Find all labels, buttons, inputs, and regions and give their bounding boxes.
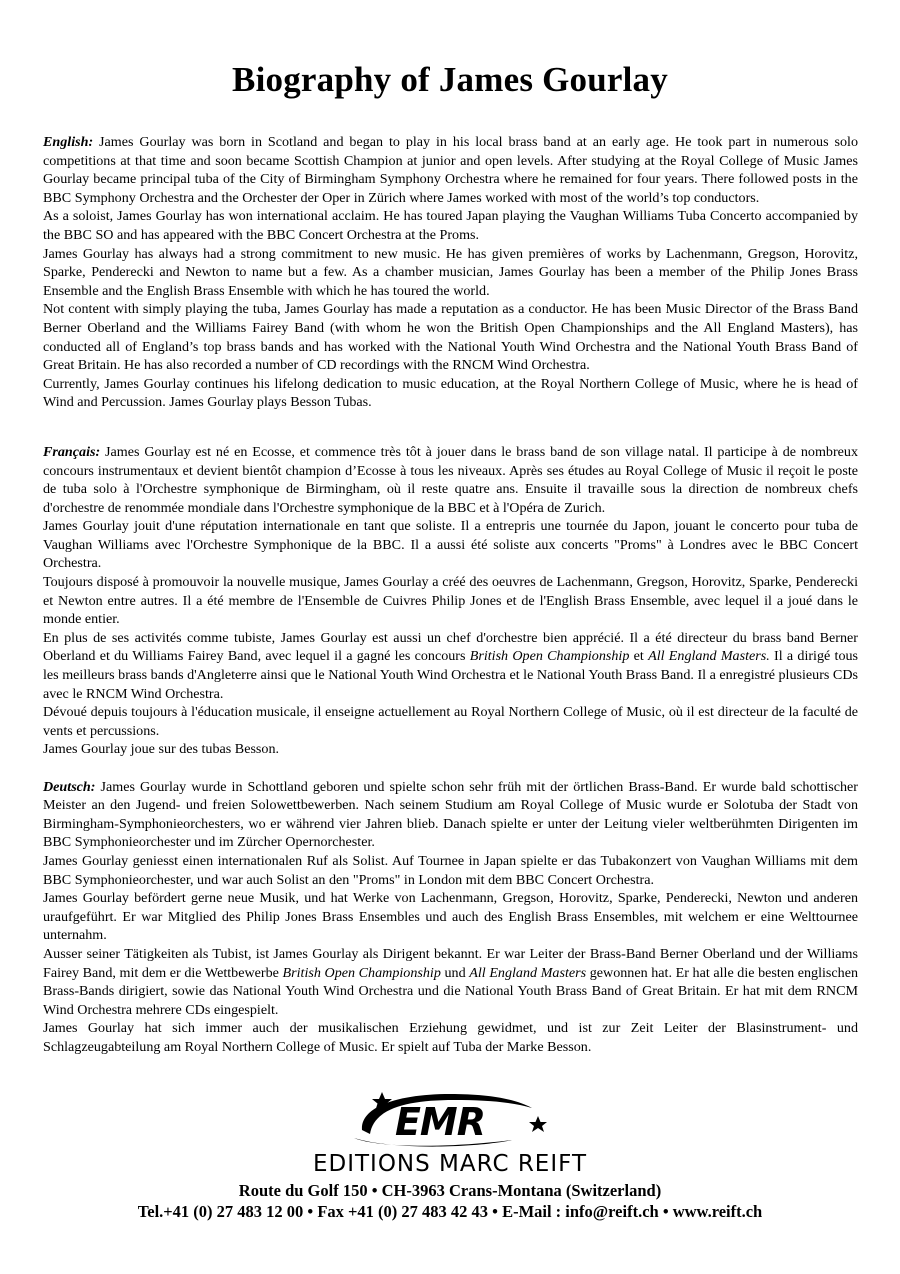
language-label: Français: bbox=[43, 443, 101, 460]
paragraph-text: James Gourlay est né en Ecosse, et commence très tôt à jouer dans le brass band de son village natal. Il participe à de nombreux concours instrumentaux et devient bientôt champion d’Ecosse à tous les niveaux. Après ses études au Royal College of Music il reçoit le poste de tuba solo à l'Orchestre symphonique de Birmingham, où il reste quatre ans. Ensuite il travaille sous la direction de nombreux chefs d'orchestre de renommée mondiale dans l'Orchestre symphonique de la BBC et à l'Opéra de Zurich. bbox=[43, 443, 859, 516]
publisher-footer bbox=[0, 1088, 900, 1222]
publisher-address: Route du Golf 150 • CH-3963 Crans-Montana (Switzerland) bbox=[238, 1181, 662, 1200]
emphasis-text: All England Masters bbox=[469, 964, 587, 981]
paragraph-text: Il a dirigé tous les meilleurs brass bands d'Angleterre ainsi que le National Youth Wind Orchestra et le National Youth Brass Band. Il a enregistré plusieurs CDs avec le RNCM Wind Orchestra. bbox=[43, 648, 859, 702]
paragraph bbox=[43, 443, 858, 517]
paragraph bbox=[43, 133, 858, 207]
paragraph: Currently, James Gourlay continues his lifelong dedication to music education, at the Royal Northern College of Music, where he is head of Wind and Percussion. James Gourlay plays Besson Tubas. bbox=[43, 375, 858, 411]
paragraph: Toujours disposé à promouvoir la nouvelle musique, James Gourlay a créé des oeuvres de Lachenmann, Gregson, Horovitz, Sparke, Penderecki et Newton entre autres. Il a été membre de l'Ensemble de Cuivres Philip Jones et de l'English Brass Ensemble, avec lequel il a joué dans le monde entier. bbox=[43, 574, 858, 628]
paragraph bbox=[43, 945, 858, 1019]
star-icon bbox=[529, 1116, 547, 1132]
paragraph: James Gourlay jouit d'une réputation internationale en tant que soliste. Il a entrepris une tournée du Japon, jouant le concerto pour tuba de Vaughan Williams avec l'Orchestre Symphonique de la BBC. Il a aussi été soliste aux concerts "Proms" à Londres avec le BBC Concert Orchestra. bbox=[43, 518, 858, 572]
paragraph: James Gourlay joue sur des tubas Besson. bbox=[43, 741, 280, 758]
paragraph bbox=[43, 778, 858, 852]
paragraph bbox=[43, 629, 858, 703]
logo-text: EMR bbox=[394, 1100, 486, 1144]
paragraph-text: et bbox=[629, 648, 649, 665]
section-french bbox=[43, 443, 858, 759]
paragraph: James Gourlay hat sich immer auch der musikalischen Erziehung gewidmet, und ist zur Zeit Leiter der Blasinstrument- und Schlagzeugabteilung am Royal Northern College of Music. Er spielt auf Tuba der Marke Besson. bbox=[43, 1020, 858, 1055]
paragraph: James Gourlay befördert gerne neue Musik, und hat Werke von Lachenmann, Gregson, Horovitz, Sparke, Penderecki, Newton und anderen uraufgeführt. Er war Mitglied des Philip Jones Brass Ensembles und auch des English Brass Ensembles, mit welchem er eine Welttournee unternahm. bbox=[43, 890, 858, 944]
paragraph-text: gewonnen hat. Er hat alle die besten englischen Brass-Bands dirigiert, sowie das National Youth Wind Orchestra und die National Youth Brass Band of Great Britain. Er hat mit dem RNCM Wind Orchestra mehrere CDs eingespielt. bbox=[43, 964, 859, 1018]
emr-logo bbox=[250, 1088, 650, 1178]
paragraph-text: James Gourlay wurde in Schottland geboren und spielte schon sehr früh mit der örtlichen Brass-Band. Er wurde bald schottischer Meister an den Jugend- und freien Solowettbewerben. Nach seinem Studium am Royal College of Music wurde er Solotuba der Stadt von Birmingham-Symphonieorchesters, wo er während vier Jahren blieb. Danach spielte er unter der Leitung vieler weltberühmten Dirigenten im BBC Symphonieorchester und im Zürcher Opernorchester. bbox=[43, 778, 858, 851]
paragraph-text: Ausser seiner Tätigkeiten als Tubist, ist James Gourlay als Dirigent bekannt. Er war Leiter der Brass-Band Berner Oberland und der Williams Fairey Band, mit dem er die Wettbewerbe bbox=[43, 945, 858, 981]
paragraph-text: und bbox=[440, 964, 470, 981]
paragraph: James Gourlay geniesst einen internationalen Ruf als Solist. Auf Tournee in Japan spielte er das Tubakonzert von Vaughan Williams mit dem BBC Symphonieorchester, und war auch Solist an den "Proms" in London mit dem BBC Concert Orchestra. bbox=[43, 852, 858, 888]
emphasis-text: British Open Championship bbox=[282, 964, 441, 981]
emphasis-text: All England Masters. bbox=[648, 648, 770, 665]
emphasis-text: British Open Championship bbox=[469, 648, 630, 665]
paragraph: Dévoué depuis toujours à l'éducation musicale, il enseigne actuellement au Royal Northern College of Music, où il est directeur de la faculté de vents et percussions. bbox=[43, 704, 858, 739]
language-label: Deutsch: bbox=[43, 778, 96, 795]
paragraph-text: James Gourlay was born in Scotland and began to play in his local brass band at an early age. He took part in numerous solo competitions at that time and soon became Scottish Champion at junior and open levels. After studying at the Royal College of Music James Gourlay became principal tuba of the City of Birmingham Symphony Orchestra where he remained for four years. There followed posts in the BBC Symphony Orchestra and the Orchester der Oper in Zürich where James worked with most of the world’s top conductors. bbox=[43, 134, 858, 206]
paragraph: Not content with simply playing the tuba, James Gourlay has made a reputation as a conductor. He has been Music Director of the Brass Band Berner Oberland and the Williams Fairey Band (with whom he won the British Open Championships and the All England Masters), has conducted all of England’s top brass bands and has worked with the National Youth Wind Orchestra and the National Youth Brass Band of Great Britain. He has also recorded a number of CD recordings with the RNCM Wind Orchestra. bbox=[43, 301, 858, 374]
paragraph-text: En plus de ses activités comme tubiste, James Gourlay est aussi un chef d'orchestre bien apprécié. Il a été directeur du brass band Berner Oberland et du Williams Fairey Band, avec lequel il a gagné les concours bbox=[43, 629, 858, 665]
paragraph: As a soloist, James Gourlay has won international acclaim. He has toured Japan playing the Vaughan Williams Tuba Concerto accompanied by the BBC SO and has appeared with the BBC Concert Orchestra at the Proms. bbox=[43, 208, 858, 243]
publisher-name: EDITIONS MARC REIFT bbox=[312, 1151, 588, 1177]
paragraph: James Gourlay has always had a strong commitment to new music. He has given premières of works by Lachenmann, Gregson, Horovitz, Sparke, Penderecki and Newton to name but a few. As a chamber musician, James Gourlay has been a member of the Philip Jones Brass Ensemble and the English Brass Ensemble with which he has toured the world. bbox=[43, 245, 858, 299]
section-german bbox=[43, 778, 858, 1057]
language-label: English: bbox=[43, 134, 94, 150]
section-english bbox=[43, 133, 858, 412]
biography-body bbox=[43, 133, 858, 1057]
page-title: Biography of James Gourlay bbox=[232, 60, 668, 99]
publisher-contact: Tel.+41 (0) 27 483 12 00 • Fax +41 (0) 27 483 42 43 • E-Mail : info@reift.ch • www.reift.ch bbox=[137, 1202, 763, 1221]
